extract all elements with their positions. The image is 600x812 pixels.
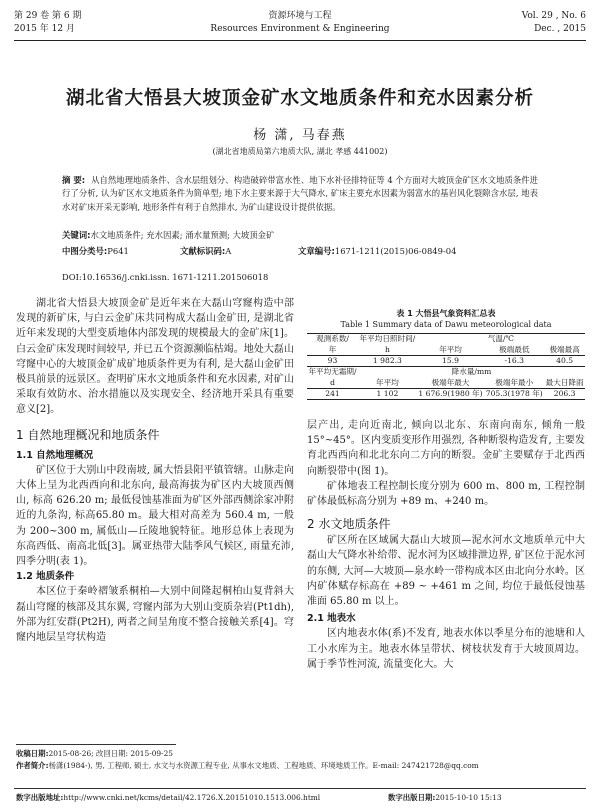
- table-cell: 年平均: [376, 377, 399, 387]
- table-row: [307, 356, 585, 367]
- footnotes: [16, 748, 586, 771]
- section-1-2-paragraph: 本区位于秦岭褶皱系桐柏—大别中间隆起桐柏山复背斜大磊山穹窿的核部及其东翼, 穹窿内部为大别山变质杂岩(Pt1dh), 外部为红安群(Pt2H), 两者之间呈角度不整合接触关系[4]。穹窿内地层呈穹状构造: [16, 586, 294, 644]
- journal-volume-en: [522, 10, 586, 36]
- issue-date: 2015 年 12 月: [14, 24, 75, 34]
- abstract: [62, 174, 538, 214]
- table-cell: 极端年最小: [495, 377, 534, 387]
- table-cell: 年平均无霜期/: [308, 367, 357, 377]
- table-cell: 极端最高: [549, 344, 580, 354]
- header-rule: [14, 40, 586, 41]
- table-row: [307, 389, 585, 400]
- journal-name-en: Resources Environment & Engineering: [210, 24, 390, 34]
- table-cell: 气温/℃: [487, 334, 515, 344]
- digital-publishing-info: [16, 792, 586, 804]
- table-cell: 观测系数/: [316, 334, 349, 344]
- received-date: [16, 748, 586, 760]
- table-cell: 极端年最大: [431, 377, 470, 387]
- table-cell: 15.9: [417, 356, 484, 367]
- received-value: 2015-08-26; 改回日期: 2015-09-25: [48, 749, 173, 758]
- running-header: [14, 6, 586, 50]
- table-header-row: [307, 334, 585, 345]
- table-cell: h: [384, 344, 390, 354]
- article-meta: [62, 244, 560, 258]
- table-caption-zh: 表 1 大悟县气象资料汇总表: [396, 309, 496, 318]
- doi: DOI:10.16536/j.cnki.issn. 1671-1211.201506018: [62, 272, 269, 282]
- article-id-label: 文章编号:: [298, 246, 335, 256]
- article-id-value: 1671-1211(2015)06-0849-04: [334, 246, 457, 256]
- right-column: [307, 418, 585, 672]
- footnote-rule: [16, 744, 176, 745]
- section-2-1-heading: 2.1 地表水: [307, 613, 356, 625]
- table-cell: 极端最低: [499, 344, 530, 354]
- journal-name: [14, 10, 586, 36]
- section-2-1-paragraph: 区内地表水体(系)不发育, 地表水体以季星分布的池塘和人工小水库为主。地表水体呈带状、树枝状发育于大坡顶周边。属于季节性河流, 流量变化大。大: [307, 628, 585, 670]
- continued-paragraph: 层产出, 走向近南北, 倾向以北东、东南向南东, 倾角一般 15°~45°。区内变质变形作用强烈, 各种断裂构造发育, 主要发育北西西向和北北东向二方向的断裂。金矿主要赋存于北西西向断裂带中(图 1)。: [307, 420, 585, 477]
- section-2-heading: 2 水文地质条件: [307, 517, 391, 532]
- date-label: 数字出版日期:: [388, 793, 436, 802]
- table-cell: 40.5: [544, 356, 585, 367]
- table-header-row: [307, 345, 585, 356]
- keywords-label: 关键词:: [62, 230, 91, 240]
- footer-rule: [14, 788, 586, 789]
- table-caption-en: Table 1 Summary data of Dawu meteorological data: [340, 320, 552, 329]
- intro-paragraph: 湖北省大悟县大坡顶金矿是近年来在大磊山穹窿构造中部发现的新矿床, 与白云金矿床共同构成大磊山金矿田, 是湖北省近年来发现的大型变质地体内部发现的规模最大的金矿床[1]。白云金矿床发现时间较早, 并已五个资源濒临枯竭。地处大磊山穹窿中心的大坡顶金矿成矿地质条件更为有利, 是大磊山金矿田极具前景的远景区。查明矿床水文地质条件和充水因素, 对矿山采取有效防水、治水措施以及实现安全、经济地开采具有重要意义[2]。: [16, 298, 294, 416]
- table-cell: 1 982.3: [358, 356, 417, 367]
- journal-name-zh: 资源环境与工程: [268, 11, 332, 21]
- abstract-label: 摘 要:: [62, 175, 86, 185]
- author-bio-text: 杨潇(1984-), 男, 工程师, 硕士, 水文与水资源工程专业, 从事水文地质、工程地质、环境地质工作。E-mail: 247421728@qq.com: [48, 760, 479, 770]
- table-cell: 年平均日照时间/: [359, 334, 416, 344]
- left-column: [16, 296, 294, 645]
- table-cell: 年平均: [439, 344, 462, 354]
- code-label: 文献标识码:: [180, 246, 226, 256]
- section-1-2-heading: 1.2 地质条件: [16, 571, 75, 583]
- meteorological-table: [307, 333, 585, 400]
- table-cell: 241: [307, 389, 358, 400]
- section-2-paragraph: 矿区所在区域属大磊山大坡顶—泥水河水文地质单元中大磊山大气降水补给带、泥水河为区域排泄边界, 矿区位于泥水河的东侧, 大河—大坡顶—泉水岭一带构成本区由北向分水岭。区内矿体赋存标高在 +89 ~ +461 m 之间, 均位于最低侵蚀基准面 65.80 m 以上。: [307, 535, 585, 608]
- table-cell: 1 102: [358, 389, 417, 400]
- received-label: 收稿日期:: [16, 749, 49, 758]
- table-cell: -16.3: [484, 356, 544, 367]
- abstract-text: 从自然地理地质条件、含水层组划分、构造破碎带富水性、地下水补径排特征等 4 个方面对大坡顶金矿区水文地质条件进行了分析, 认为矿区水文地质条件为简单型; 地下水主要来源于大气降水, 矿床主要充水因素为弱富水的基岩风化裂隙含水层, 地表水对矿床开采无影响, 地形条件有利于自然排水, 为矿山建设设计提供依据。: [62, 175, 538, 212]
- table-cell: 1 676.9(1980 年): [418, 389, 483, 398]
- table-cell: 705.3(1978 年): [485, 389, 543, 398]
- table-cell: 206.3: [544, 389, 585, 400]
- paper-title: 湖北省大悟县大坡顶金矿水文地质条件和充水因素分析: [65, 88, 534, 109]
- table-cell: d: [330, 377, 335, 387]
- table-cell: 降水量/mm: [358, 367, 585, 378]
- section-1-heading: 1 自然地理概况和地质条件: [16, 427, 160, 442]
- issue-date-en: Dec. , 2015: [534, 24, 586, 34]
- table-cell: 最大日降雨: [545, 377, 584, 387]
- code-value: A: [225, 246, 232, 256]
- clc-label: 中图分类号:: [62, 246, 108, 256]
- authors: 杨 潇, 马春燕: [253, 128, 347, 143]
- section-1-1-paragraph: 矿区位于大别山中段南坡, 属大悟县阳平镇管辖。山脉走向大体上呈为北西西向和北东向, 最高海拔为矿区内大坡顶西侧山, 标高 626.20 m; 最低侵蚀基准面为矿区外部西侧涂家冲附近的九条沟, 标高65.80 m。最大相对高差为 560.4 m, 一般为 200~300 m, 属低山—丘陵地貌特征。地形总体上表现为东高西低、南高北低[3]。属亚热带大陆季风气候区, 雨量充沛, 四季分明(表 1)。: [16, 464, 294, 568]
- affiliation: (湖北省地质局第六地质大队, 湖北 孝感 441002): [212, 147, 388, 156]
- table-caption: [307, 308, 585, 330]
- engineering-paragraph: 矿体地表工程控制长度分别为 600 m、800 m, 工程控制矿体最低标高分别为 +89 m、+240 m。: [307, 480, 585, 508]
- author-bio-label: 作者简介:: [16, 760, 49, 770]
- keywords-text: 水文地质条件; 充水因素; 涌水量预测; 大坡顶金矿: [90, 230, 275, 240]
- url-label: 数字出版地址:: [16, 793, 64, 802]
- volume-issue-en: Vol. 29 , No. 6: [521, 11, 586, 21]
- clc-value: P641: [107, 246, 129, 256]
- table-header-row: [307, 367, 585, 378]
- volume-issue: 第 29 卷 第 6 期: [14, 11, 82, 21]
- keywords: [62, 228, 538, 242]
- author-bio: [16, 760, 586, 772]
- publish-url[interactable]: http://www.cnki.net/kcms/detail/42.1726.X.20151010.1513.006.html: [63, 793, 321, 802]
- table-cell: 年: [328, 344, 337, 354]
- table-cell: 93: [307, 356, 358, 367]
- publish-date: 2015-10-10 15:13: [435, 793, 502, 802]
- table-header-row: [307, 378, 585, 389]
- section-1-1-heading: 1.1 自然地理概况: [16, 449, 94, 461]
